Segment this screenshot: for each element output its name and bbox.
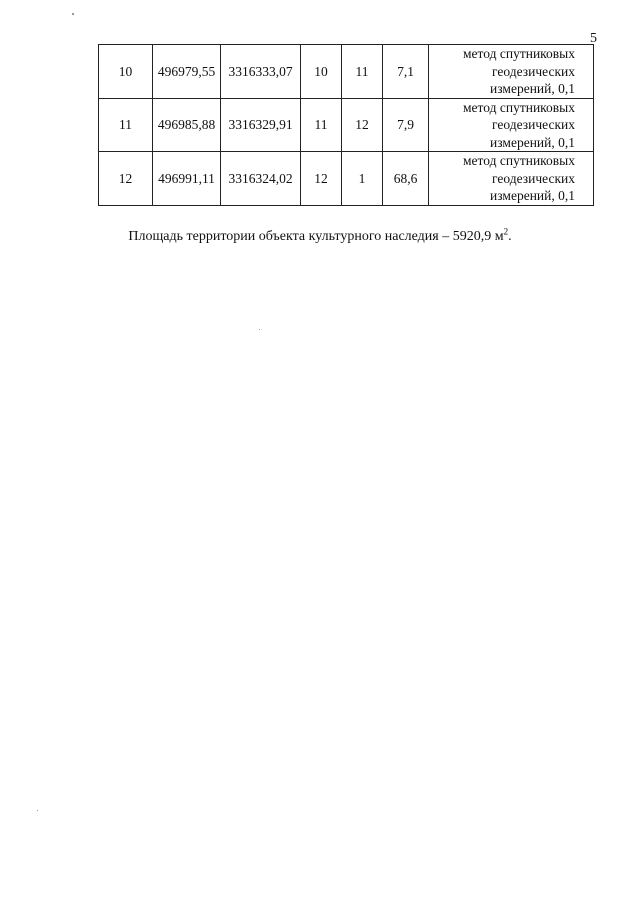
point-number-cell: 11 bbox=[99, 98, 153, 152]
segment-from-cell: 10 bbox=[301, 45, 342, 99]
scan-speck bbox=[37, 810, 38, 811]
table-row bbox=[99, 98, 594, 152]
y-coordinate-cell: 3316333,07 bbox=[221, 45, 301, 99]
y-coordinate-cell: 3316324,02 bbox=[221, 152, 301, 206]
x-coordinate-cell: 496991,11 bbox=[153, 152, 221, 206]
area-suffix: . bbox=[508, 229, 512, 244]
segment-to-cell: 11 bbox=[342, 45, 383, 99]
scan-speck bbox=[72, 13, 74, 15]
x-coordinate-cell: 496985,88 bbox=[153, 98, 221, 152]
distance-cell: 7,9 bbox=[383, 98, 429, 152]
segment-from-cell: 11 bbox=[301, 98, 342, 152]
method-cell: метод спутниковых геодезических измерений, 0,1 bbox=[429, 152, 594, 206]
distance-cell: 7,1 bbox=[383, 45, 429, 99]
distance-cell: 68,6 bbox=[383, 152, 429, 206]
method-cell: метод спутниковых геодезических измерений, 0,1 bbox=[429, 45, 594, 99]
table-row bbox=[99, 152, 594, 206]
x-coordinate-cell: 496979,55 bbox=[153, 45, 221, 99]
segment-to-cell: 12 bbox=[342, 98, 383, 152]
area-unit-superscript: 2 bbox=[503, 226, 509, 237]
area-text: Площадь территории объекта культурного наследия – 5920,9 м bbox=[128, 229, 504, 244]
segment-to-cell: 1 bbox=[342, 152, 383, 206]
method-cell: метод спутниковых геодезических измерений, 0,1 bbox=[429, 98, 594, 152]
point-number-cell: 10 bbox=[99, 45, 153, 99]
scan-speck bbox=[259, 329, 260, 330]
point-number-cell: 12 bbox=[99, 152, 153, 206]
table-row bbox=[99, 45, 594, 99]
coordinates-table bbox=[98, 44, 594, 206]
area-statement bbox=[0, 226, 640, 245]
y-coordinate-cell: 3316329,91 bbox=[221, 98, 301, 152]
page-number: 5 bbox=[590, 31, 597, 46]
segment-from-cell: 12 bbox=[301, 152, 342, 206]
